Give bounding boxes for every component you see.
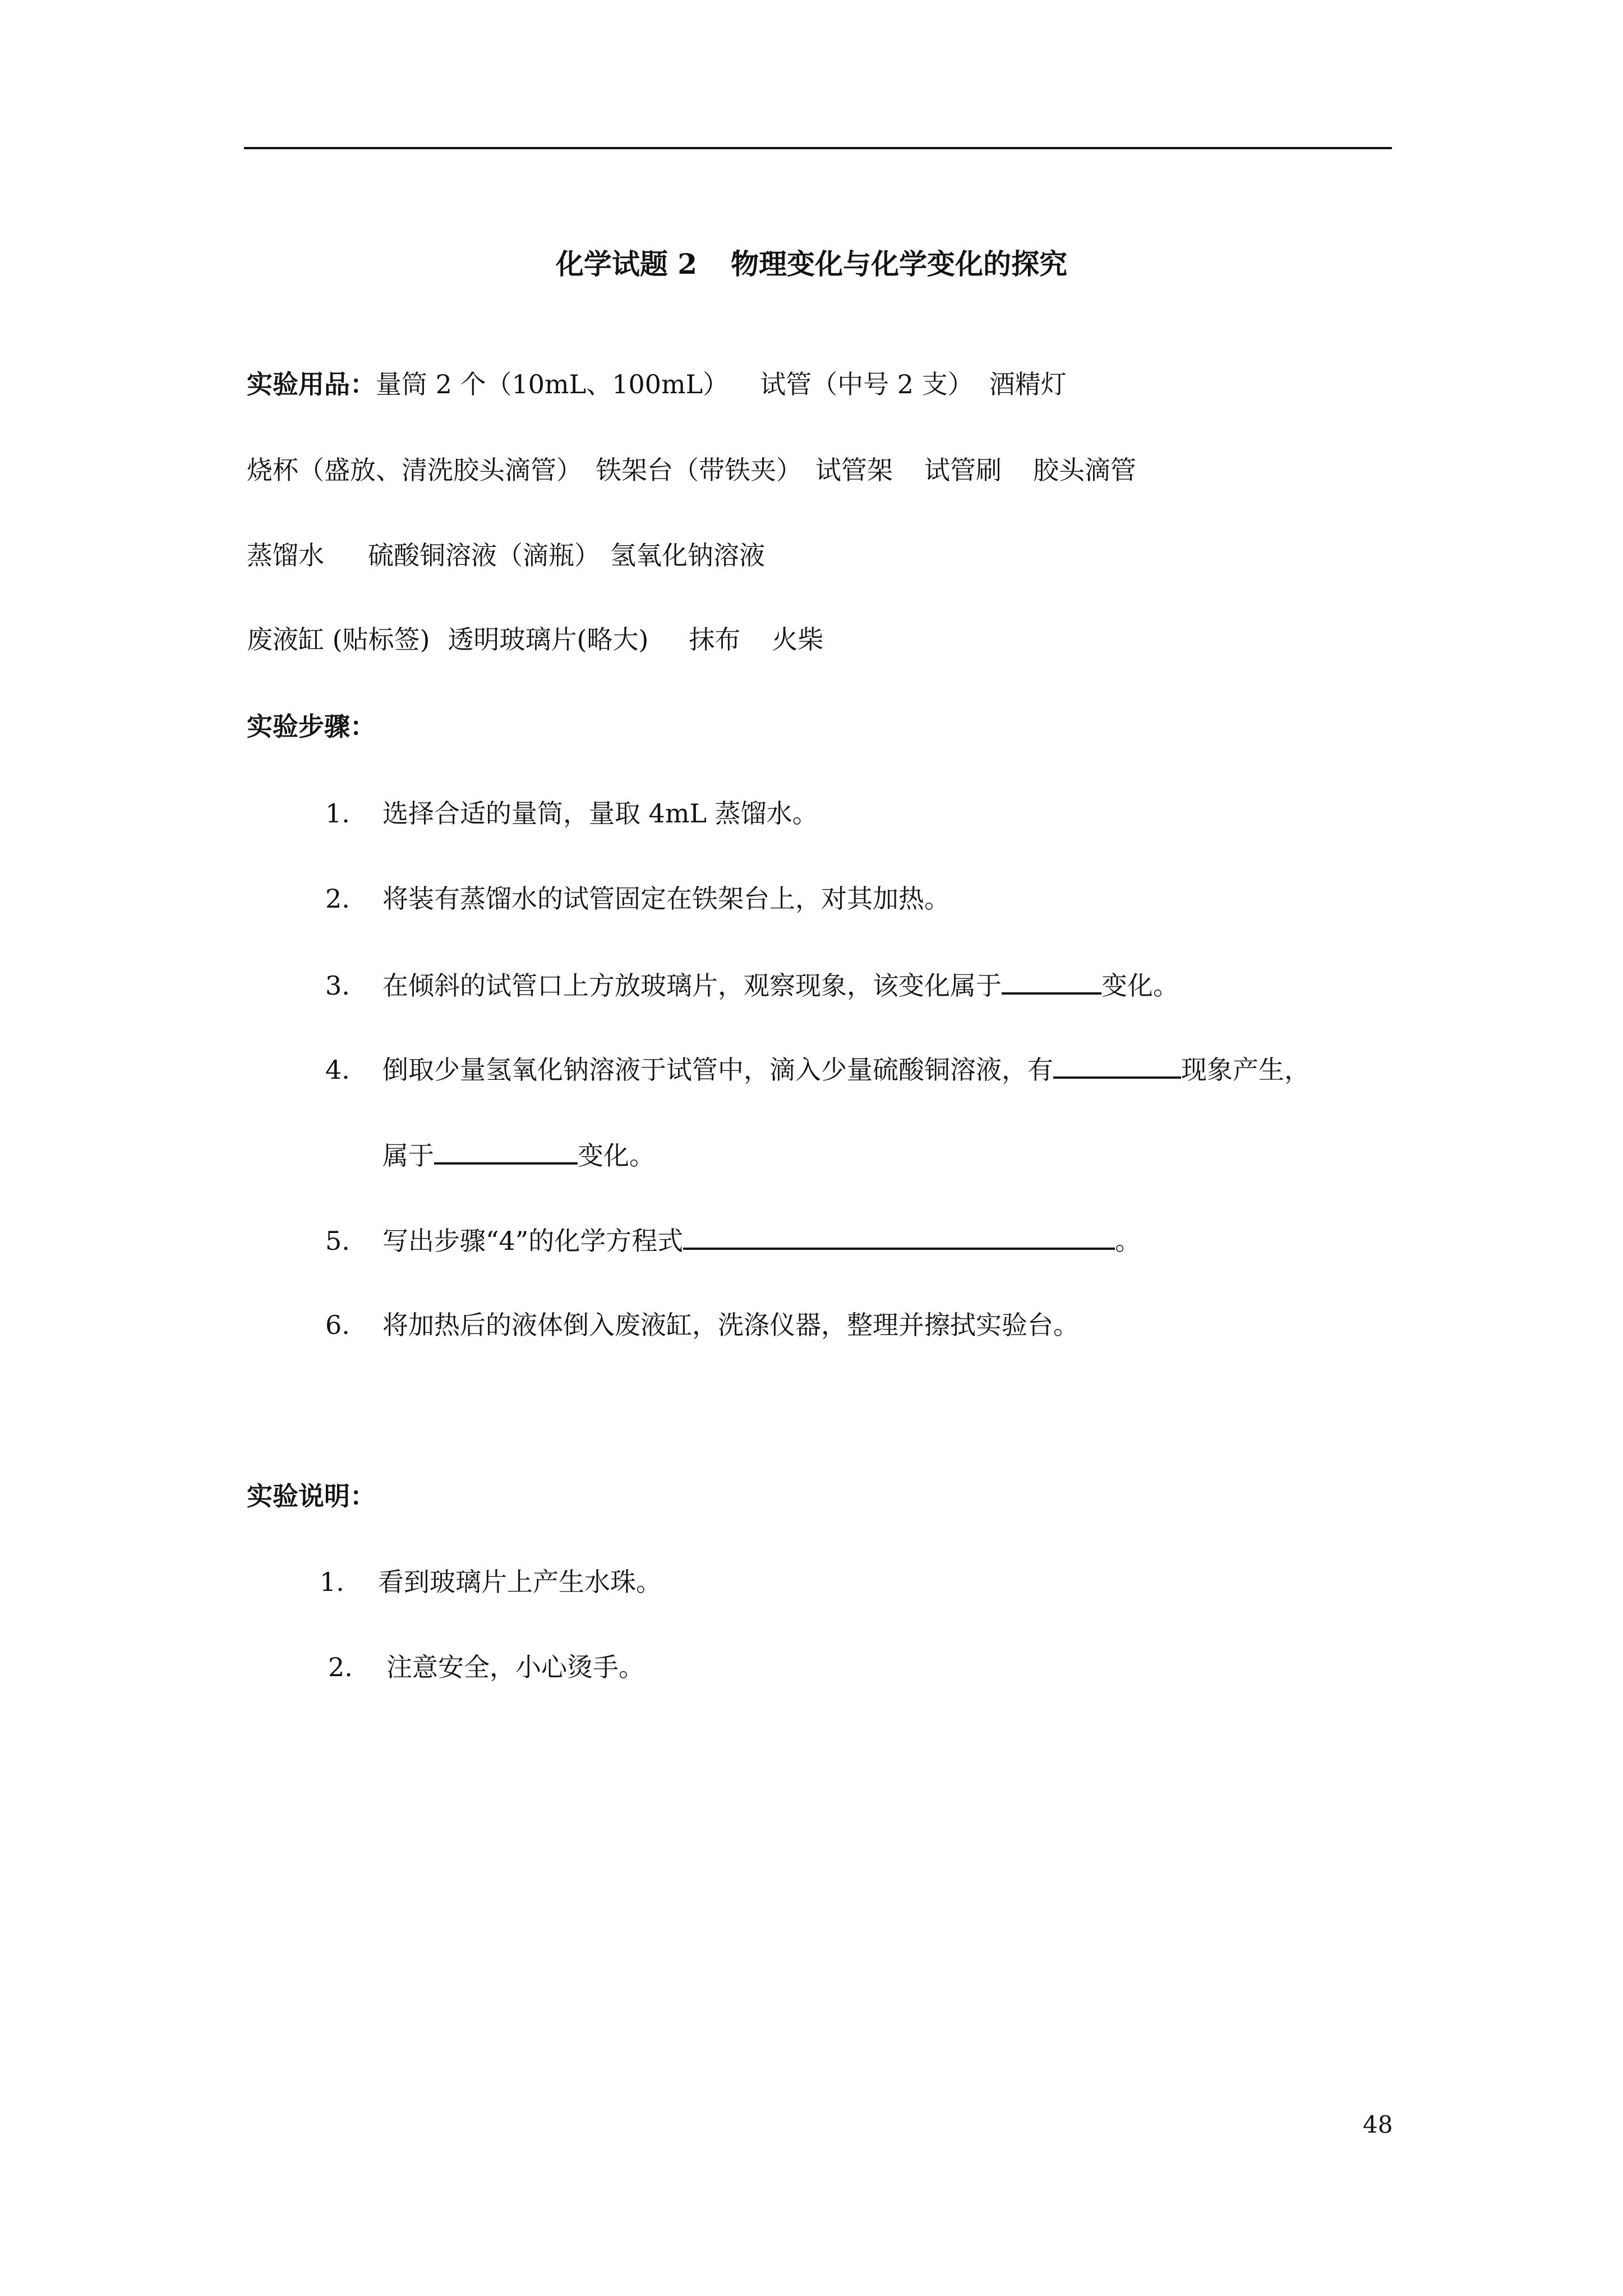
page-number: 48 [1363,2111,1393,2138]
step-item [325,1223,1141,1258]
step-number: 2. [325,884,350,914]
material-item: 火柴 [772,624,824,655]
material-item: 试管（中号 2 支） [760,369,974,399]
step-number: 4. [325,1055,350,1085]
note-number: 1. [320,1567,344,1597]
material-item: 透明玻璃片(略大) [448,624,649,655]
materials-row-2 [247,453,1136,487]
materials-row-1 [247,367,1067,401]
step-item [325,1308,1079,1342]
step-number: 1. [325,798,350,829]
note-text: 注意安全，小心烫手。 [386,1652,644,1682]
step-text: 写出步骤“4”的化学方程式 [382,1226,684,1256]
material-item: 试管架 [815,455,893,485]
note-item [320,1565,662,1599]
page-title [0,246,1623,283]
notes-heading: 实验说明： [247,1481,376,1511]
material-item: 胶头滴管 [1033,455,1136,485]
note-number: 2. [328,1652,353,1682]
step-item [325,968,1179,1002]
step-item [325,797,818,830]
material-item: 试管刷 [924,455,1002,485]
step-text: 变化。 [1101,970,1179,1001]
step-item [325,1052,1310,1087]
step-text: 选择合适的量筒，量取 4mL 蒸馏水。 [382,798,818,829]
answer-blank[interactable] [1002,968,1101,995]
step-text: 现象产生， [1181,1055,1310,1085]
header-rule [244,147,1392,149]
material-item: 氢氧化钠溶液 [610,540,765,570]
materials-row-4 [247,623,823,656]
material-item: 烧杯（盛放、清洗胶头滴管） [247,455,582,485]
step-text: 属于 [382,1140,434,1171]
step-text: 变化。 [578,1140,655,1171]
step-text: 倒取少量氢氧化钠溶液于试管中，滴入少量硫酸铜溶液，有 [382,1055,1053,1085]
material-item: 硫酸铜溶液（滴瓶） [368,540,600,570]
materials-row-3 [247,539,765,572]
step-text: 将加热后的液体倒入废液缸，洗涤仪器，整理并擦拭实验台。 [382,1310,1079,1340]
step-number: 6. [325,1310,350,1340]
material-item: 抹布 [689,624,741,655]
step-text: 在倾斜的试管口上方放玻璃片，观察现象，该变化属于 [382,970,1002,1001]
step-number: 3. [325,970,350,1001]
answer-blank[interactable] [1053,1052,1181,1079]
note-text: 看到玻璃片上产生水珠。 [378,1567,662,1597]
material-item: 酒精灯 [989,369,1067,399]
answer-blank[interactable] [434,1138,578,1165]
material-item: 废液缸 (贴标签) [247,624,430,655]
materials-label: 实验用品： [247,369,376,399]
title-part-1: 化学试题 2 [555,247,698,280]
material-item: 量筒 2 个（10mL、100mL） [376,369,729,399]
title-part-2: 物理变化与化学变化的探究 [731,247,1068,280]
step-text: 。 [1115,1226,1141,1256]
step-text: 将装有蒸馏水的试管固定在铁架台上，对其加热。 [382,884,950,914]
steps-heading: 实验步骤： [247,711,376,742]
equation-blank[interactable] [683,1223,1115,1250]
note-item [328,1650,644,1684]
step-item [325,882,950,915]
material-item: 蒸馏水 [247,540,324,570]
step-item-continuation [382,1138,655,1172]
step-number: 5. [325,1226,350,1256]
material-item: 铁架台（带铁夹） [596,455,802,485]
